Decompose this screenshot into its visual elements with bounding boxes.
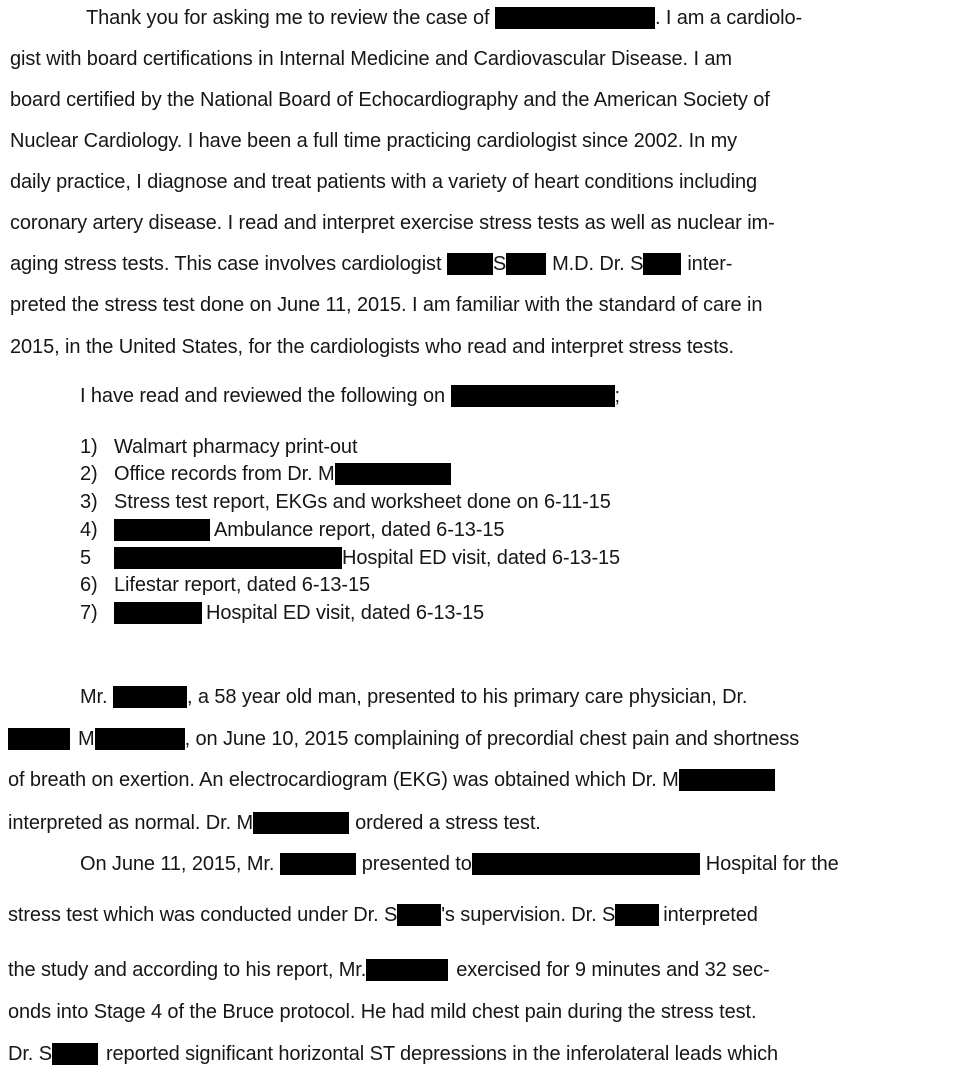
text: stress test which was conducted under Dr. S bbox=[8, 904, 398, 926]
list-text: Lifestar report, dated 6-13-15 bbox=[114, 574, 371, 596]
text: M bbox=[78, 728, 95, 750]
list-item bbox=[80, 462, 451, 486]
list-number: 6) bbox=[80, 574, 98, 596]
list-number: 7) bbox=[80, 602, 98, 624]
text: aging stress tests. This case involves cardiologist bbox=[10, 253, 447, 275]
narrative-line bbox=[8, 811, 541, 835]
redaction-block bbox=[472, 853, 700, 875]
redaction-block bbox=[52, 1043, 98, 1065]
narrative-line: onds into Stage 4 of the Bruce protocol. He had mild chest pain during the stress test. bbox=[8, 1001, 757, 1023]
narrative-line bbox=[8, 958, 770, 982]
text: , on June 10, 2015 complaining of precordial chest pain and shortness bbox=[184, 728, 800, 750]
text: I have read and reviewed the following on bbox=[80, 385, 451, 407]
text: Dr. S bbox=[8, 1043, 52, 1065]
list-number: 4) bbox=[80, 519, 98, 541]
intro-line-3: board certified by the National Board of Echocardiography and the American Society of bbox=[10, 89, 770, 111]
redaction-block bbox=[335, 463, 451, 485]
text: of breath on exertion. An electrocardiogram (EKG) was obtained which Dr. M bbox=[8, 769, 679, 791]
redaction-block bbox=[447, 253, 493, 275]
text: S bbox=[492, 253, 507, 275]
list-text: Office records from Dr. M bbox=[114, 463, 335, 485]
text: 's supervision. Dr. S bbox=[441, 904, 616, 926]
intro-line-5: daily practice, I diagnose and treat patients with a variety of heart conditions including bbox=[10, 171, 757, 193]
redaction-block bbox=[397, 904, 441, 926]
intro-line-1 bbox=[86, 6, 802, 30]
text: Thank you for asking me to review the case of bbox=[86, 7, 495, 29]
redaction-block bbox=[280, 853, 356, 875]
text: . I am a cardiolo- bbox=[654, 7, 803, 29]
narrative-line bbox=[8, 903, 758, 927]
text: ordered a stress test. bbox=[355, 812, 541, 834]
redaction-block bbox=[253, 812, 349, 834]
text: On June 11, 2015, Mr. bbox=[80, 853, 280, 875]
intro-line-7 bbox=[10, 252, 732, 276]
intro-line-8: preted the stress test done on June 11, 2015. I am familiar with the standard of care in bbox=[10, 294, 763, 316]
list-item bbox=[80, 435, 357, 459]
narrative-line bbox=[8, 768, 775, 792]
narrative-line bbox=[8, 727, 799, 751]
redaction-block bbox=[114, 547, 342, 569]
reviewed-lead bbox=[80, 384, 620, 408]
redaction-block bbox=[506, 253, 546, 275]
list-item bbox=[80, 490, 611, 514]
list-number: 2) bbox=[80, 463, 98, 485]
list-text: Hospital ED visit, dated 6-13-15 bbox=[206, 602, 485, 624]
text: exercised for 9 minutes and 32 sec- bbox=[456, 959, 770, 981]
list-text: Ambulance report, dated 6-13-15 bbox=[214, 519, 505, 541]
list-number: 5 bbox=[80, 547, 92, 569]
intro-line-2: gist with board certifications in Internal Medicine and Cardiovascular Disease. I am bbox=[10, 48, 732, 70]
list-text: Walmart pharmacy print-out bbox=[114, 436, 358, 458]
redaction-block bbox=[679, 769, 775, 791]
narrative-line bbox=[80, 852, 839, 876]
text: the study and according to his report, Mr. bbox=[8, 959, 367, 981]
list-item bbox=[80, 546, 620, 570]
intro-line-6: coronary artery disease. I read and interpret exercise stress tests as well as nuclear im- bbox=[10, 212, 775, 234]
redaction-block bbox=[114, 519, 210, 541]
list-number: 3) bbox=[80, 491, 98, 513]
text: ; bbox=[614, 385, 620, 407]
redaction-block bbox=[451, 385, 615, 407]
redaction-block bbox=[95, 728, 185, 750]
redaction-block bbox=[643, 253, 681, 275]
redaction-block bbox=[615, 904, 659, 926]
narrative-line bbox=[8, 1042, 778, 1066]
text: interpreted as normal. Dr. M bbox=[8, 812, 254, 834]
list-text: Hospital ED visit, dated 6-13-15 bbox=[342, 547, 621, 569]
intro-line-9: 2015, in the United States, for the cardiologists who read and interpret stress tests. bbox=[10, 336, 735, 358]
text: M.D. Dr. S bbox=[552, 253, 644, 275]
redaction-block bbox=[8, 728, 70, 750]
redaction-block bbox=[495, 7, 655, 29]
list-item bbox=[80, 518, 504, 542]
list-text: Stress test report, EKGs and worksheet done on 6-11-15 bbox=[114, 491, 611, 513]
redaction-block bbox=[113, 686, 187, 708]
text: , a 58 year old man, presented to his primary care physician, Dr. bbox=[186, 686, 748, 708]
intro-line-4: Nuclear Cardiology. I have been a full time practicing cardiologist since 2002. In my bbox=[10, 130, 738, 152]
list-number: 1) bbox=[80, 436, 98, 458]
text: inter- bbox=[687, 253, 733, 275]
text: presented to bbox=[361, 853, 472, 875]
list-item bbox=[80, 601, 484, 625]
narrative-line bbox=[80, 685, 747, 709]
text: Hospital for the bbox=[705, 853, 839, 875]
text: Mr. bbox=[80, 686, 113, 708]
redaction-block bbox=[114, 602, 202, 624]
text: reported significant horizontal ST depressions in the inferolateral leads which bbox=[105, 1043, 779, 1065]
redaction-block bbox=[366, 959, 448, 981]
list-item bbox=[80, 573, 370, 597]
text: interpreted bbox=[663, 904, 758, 926]
